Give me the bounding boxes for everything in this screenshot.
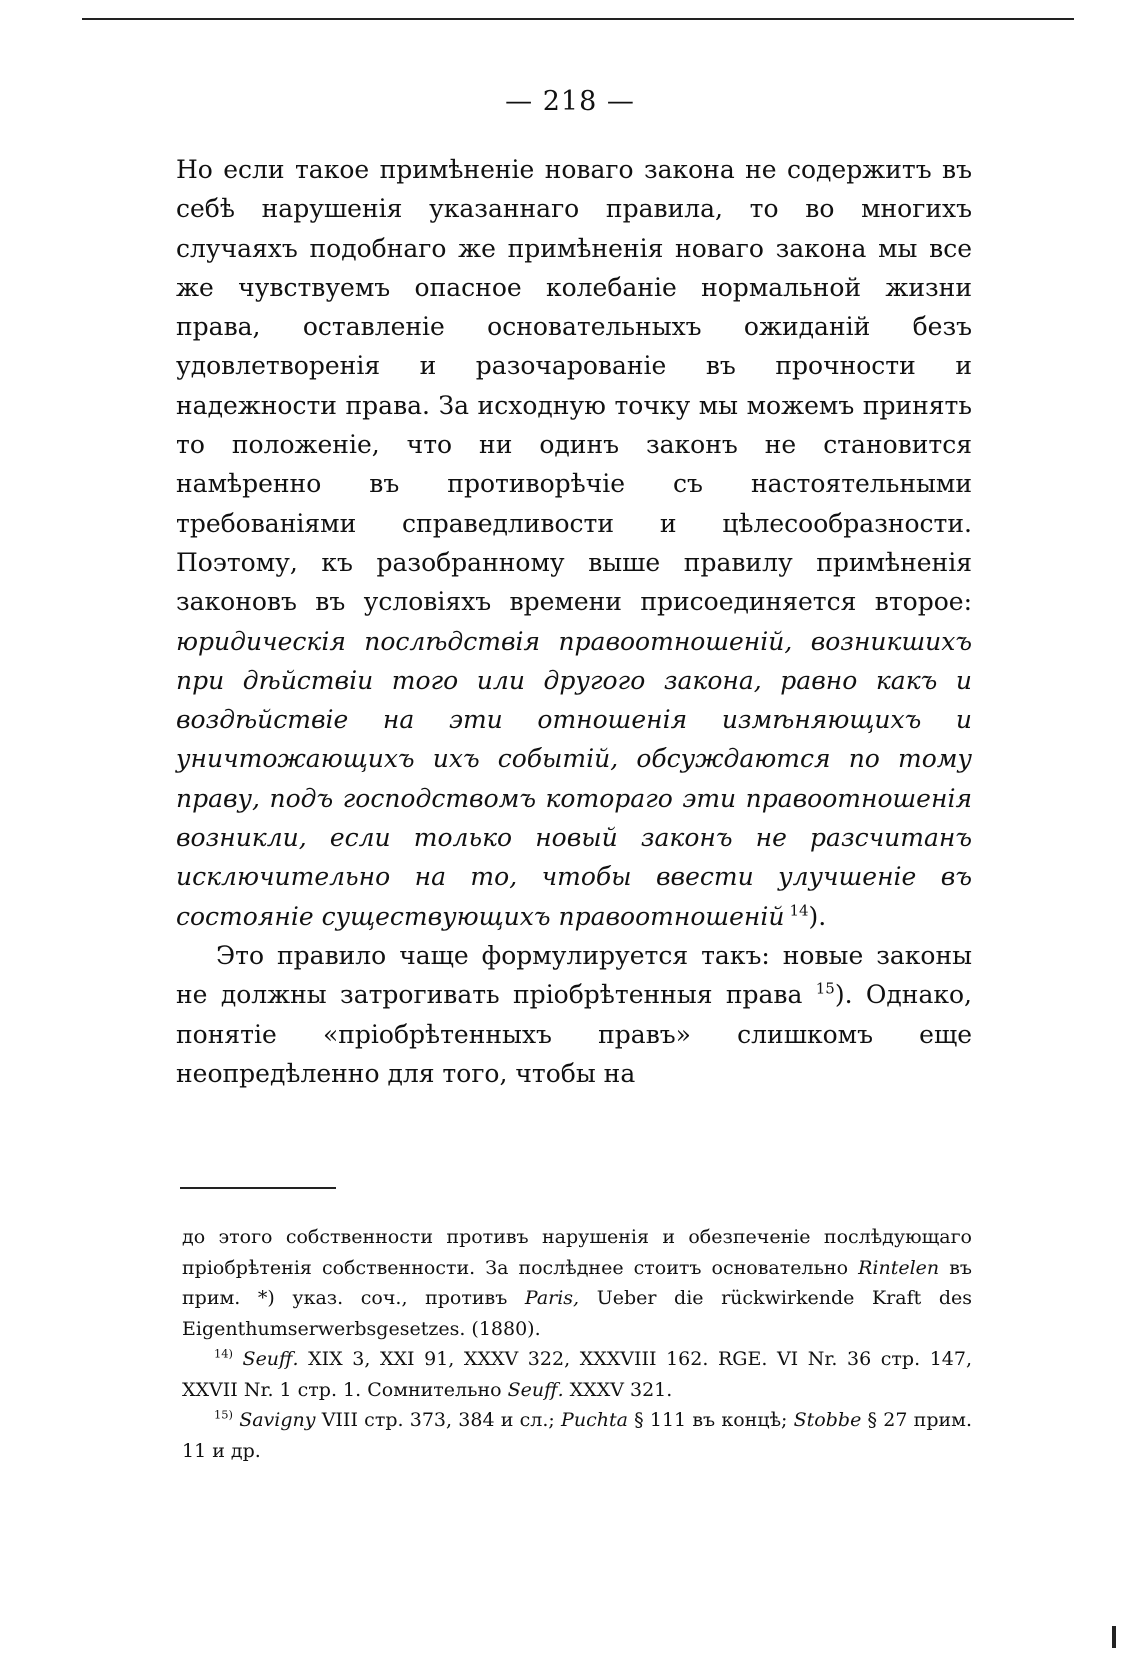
- paragraph-2: [176, 936, 972, 1093]
- footnote-mark: 14): [214, 1346, 233, 1361]
- author-name: Stobbe: [793, 1409, 862, 1431]
- footnote-continuation: [182, 1222, 972, 1344]
- paragraph-2-text-cont: ). Однако, понятіе «пріобрѣтенныхъ правъ» слишкомъ еще неопредѣленно для того, чтобы на: [176, 980, 972, 1088]
- footnote-text: Ueber die rückwirkende Kraft des Eigenthumserwerbsgesetzes. (1880).: [182, 1287, 972, 1340]
- footnote-text: въ прим. *) указ. соч., противъ: [182, 1256, 972, 1309]
- author-name: Savigny: [239, 1409, 316, 1431]
- paragraph-2-text: Это правило чаще формулируется такъ: новые законы не должны затрогивать пріобрѣтенныя права: [176, 940, 972, 1010]
- footnotes: [182, 1222, 972, 1466]
- page-number: — 218 —: [505, 86, 635, 117]
- paragraph-1-end: ).: [808, 901, 827, 931]
- paragraph-1-text: Но если такое примѣненіе новаго закона не содержитъ въ себѣ нарушенія указаннаго правила, то во многихъ случаяхъ подобнаго же примѣненія новаго закона мы все же чувствуемъ опасное колебаніе нормальной жизни права, оставленіе основательныхъ ожиданій безъ удовлетворенія и разочарованіе въ прочности и надежности права. За исходную точку мы можемъ принять то положеніе, что ни одинъ законъ не становится намѣренно въ противорѣчіе съ настоятельными требованіями справедливости и цѣлесообразности. Поэтому, къ разобранному выше правилу примѣненія законовъ въ условіяхъ времени присоединяется второе:: [176, 155, 972, 617]
- footnote-text: до этого собственности противъ нарушенія и обезпеченіе послѣдующаго пріобрѣтенія собственности. За послѣднее стоитъ основательно: [182, 1226, 972, 1279]
- page-edge-mark: [1112, 1626, 1116, 1648]
- footnote-mark: 15): [214, 1407, 233, 1422]
- author-name: Seuff.: [242, 1348, 299, 1370]
- footnote-text: XXXV 321.: [563, 1378, 673, 1401]
- footnote-text: § 27 прим. 11 и др.: [182, 1409, 972, 1462]
- footnote-text: VIII стр. 373, 384 и сл.;: [315, 1409, 562, 1431]
- author-name: Paris,: [524, 1287, 580, 1309]
- author-name: Rintelen: [858, 1256, 940, 1279]
- author-name: Puchta: [561, 1409, 628, 1431]
- header-rule: [82, 18, 1074, 20]
- footnote-ref-15: 15: [815, 979, 835, 998]
- author-name: Seuff.: [507, 1378, 564, 1401]
- footnote-14: [182, 1344, 972, 1405]
- footnote-ref-14: 14: [789, 901, 809, 920]
- footnote-separator: [180, 1187, 336, 1189]
- main-text: [176, 150, 972, 1093]
- footnote-15: [182, 1405, 972, 1466]
- footnote-text: § 111 въ концѣ;: [627, 1409, 794, 1431]
- footnote-text: XIX 3, XXI 91, XXXV 322, XXXVIII 162. RGE. VI Nr. 36 стр. 147, XXVII Nr. 1 стр. 1. Сомнительно: [182, 1348, 972, 1401]
- paragraph-1-italic-rule: юридическія послѣдствія правоотношеній, возникшихъ при дѣйствіи того или другого закона, равно какъ и воздѣйствіе на эти отношенія измѣняющихъ и уничтожающихъ ихъ событій, обсуждаются по тому праву, подъ господствомъ котораго эти правоотношенія возникли, если только новый законъ не разсчитанъ исключительно на то, чтобы ввести улучшеніе въ состояніе существующихъ правоотношеній: [176, 626, 972, 931]
- paragraph-1: [176, 150, 972, 936]
